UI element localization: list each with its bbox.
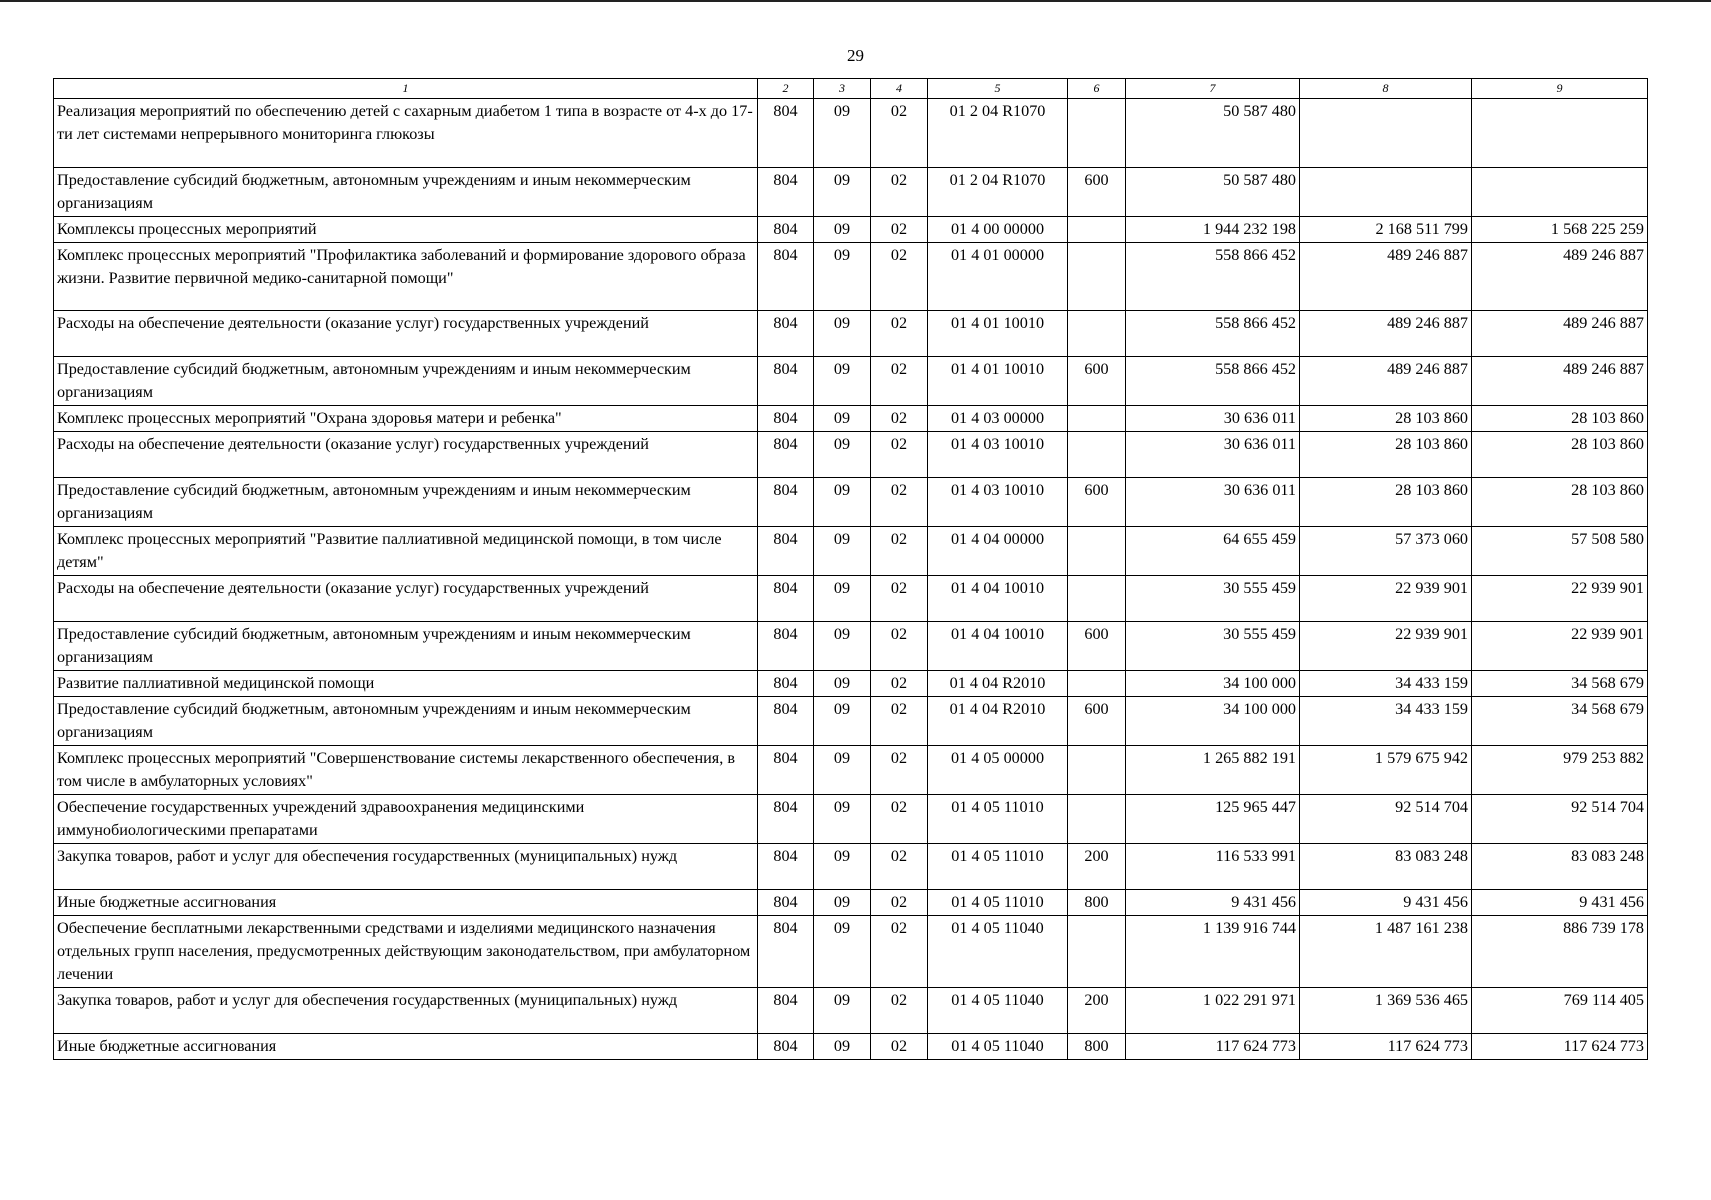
cell-col-3: 09 (814, 406, 871, 432)
cell-col-5: 01 2 04 R1070 (928, 168, 1068, 217)
table-row (54, 357, 1648, 406)
cell-name: Иные бюджетные ассигнования (54, 890, 758, 916)
cell-col-9 (1472, 99, 1648, 168)
cell-name: Предоставление субсидий бюджетным, автономным учреждениям и иным некоммерческим организациям (54, 168, 758, 217)
cell-col-5: 01 4 03 10010 (928, 478, 1068, 527)
cell-col-3: 09 (814, 311, 871, 357)
cell-col-8: 489 246 887 (1300, 357, 1472, 406)
cell-col-4: 02 (871, 243, 928, 311)
cell-col-5: 01 4 00 00000 (928, 217, 1068, 243)
cell-col-4: 02 (871, 844, 928, 890)
cell-col-3: 09 (814, 432, 871, 478)
cell-col-8: 34 433 159 (1300, 671, 1472, 697)
cell-col-7: 116 533 991 (1126, 844, 1300, 890)
cell-col-2: 804 (758, 988, 814, 1034)
cell-col-9: 489 246 887 (1472, 357, 1648, 406)
cell-col-2: 804 (758, 478, 814, 527)
cell-col-8: 2 168 511 799 (1300, 217, 1472, 243)
column-header: 6 (1068, 79, 1126, 99)
cell-col-4: 02 (871, 478, 928, 527)
cell-col-3: 09 (814, 746, 871, 795)
cell-col-6 (1068, 527, 1126, 576)
column-header: 5 (928, 79, 1068, 99)
cell-name: Закупка товаров, работ и услуг для обеспечения государственных (муниципальных) нужд (54, 988, 758, 1034)
cell-col-6: 200 (1068, 988, 1126, 1034)
cell-name: Комплекс процессных мероприятий "Развитие паллиативной медицинской помощи, в том числе детям" (54, 527, 758, 576)
cell-col-8: 9 431 456 (1300, 890, 1472, 916)
cell-col-3: 09 (814, 478, 871, 527)
cell-col-4: 02 (871, 217, 928, 243)
cell-col-2: 804 (758, 432, 814, 478)
cell-col-2: 804 (758, 406, 814, 432)
cell-col-4: 02 (871, 671, 928, 697)
table-row (54, 746, 1648, 795)
cell-col-8: 489 246 887 (1300, 243, 1472, 311)
cell-col-9: 57 508 580 (1472, 527, 1648, 576)
cell-col-5: 01 4 01 10010 (928, 357, 1068, 406)
cell-col-2: 804 (758, 576, 814, 622)
cell-name: Обеспечение государственных учреждений здравоохранения медицинскими иммунобиологическими препаратами (54, 795, 758, 844)
cell-col-7: 30 636 011 (1126, 406, 1300, 432)
cell-name: Обеспечение бесплатными лекарственными средствами и изделиями медицинского назначения отдельных групп населения, предусмотренных действующим законодательством, при амбулаторном лечении (54, 916, 758, 988)
cell-col-5: 01 4 03 00000 (928, 406, 1068, 432)
cell-col-9: 489 246 887 (1472, 243, 1648, 311)
cell-col-2: 804 (758, 217, 814, 243)
column-header: 7 (1126, 79, 1300, 99)
cell-col-5: 01 4 05 11040 (928, 1034, 1068, 1060)
header-row (54, 79, 1648, 99)
table-row (54, 916, 1648, 988)
cell-col-9: 769 114 405 (1472, 988, 1648, 1034)
cell-col-2: 804 (758, 697, 814, 746)
cell-col-8: 1 579 675 942 (1300, 746, 1472, 795)
cell-name: Предоставление субсидий бюджетным, автономным учреждениям и иным некоммерческим организациям (54, 622, 758, 671)
table-row (54, 311, 1648, 357)
cell-col-8: 92 514 704 (1300, 795, 1472, 844)
cell-name: Реализация мероприятий по обеспечению детей с сахарным диабетом 1 типа в возрасте от 4-х до 17-ти лет системами непрерывного мониторинга глюкозы (54, 99, 758, 168)
cell-col-7: 1 265 882 191 (1126, 746, 1300, 795)
cell-col-5: 01 4 04 R2010 (928, 671, 1068, 697)
cell-col-8: 57 373 060 (1300, 527, 1472, 576)
cell-col-7: 117 624 773 (1126, 1034, 1300, 1060)
table-row (54, 527, 1648, 576)
cell-col-5: 01 4 05 11010 (928, 844, 1068, 890)
cell-col-8: 22 939 901 (1300, 622, 1472, 671)
cell-col-2: 804 (758, 671, 814, 697)
cell-col-4: 02 (871, 576, 928, 622)
table-row (54, 478, 1648, 527)
cell-col-8 (1300, 99, 1472, 168)
cell-name: Иные бюджетные ассигнования (54, 1034, 758, 1060)
cell-col-9: 92 514 704 (1472, 795, 1648, 844)
table-row (54, 988, 1648, 1034)
cell-col-6: 600 (1068, 622, 1126, 671)
page-number: 29 (847, 46, 864, 65)
cell-col-6 (1068, 432, 1126, 478)
cell-col-9 (1472, 168, 1648, 217)
cell-col-4: 02 (871, 697, 928, 746)
cell-name: Предоставление субсидий бюджетным, автономным учреждениям и иным некоммерческим организациям (54, 478, 758, 527)
cell-col-6 (1068, 795, 1126, 844)
cell-col-6 (1068, 311, 1126, 357)
table-row (54, 217, 1648, 243)
cell-col-4: 02 (871, 890, 928, 916)
cell-col-2: 804 (758, 890, 814, 916)
cell-col-4: 02 (871, 432, 928, 478)
cell-col-8: 28 103 860 (1300, 406, 1472, 432)
cell-col-6: 600 (1068, 357, 1126, 406)
table-row (54, 844, 1648, 890)
column-header: 2 (758, 79, 814, 99)
cell-col-4: 02 (871, 527, 928, 576)
cell-col-7: 30 555 459 (1126, 622, 1300, 671)
cell-name: Расходы на обеспечение деятельности (оказание услуг) государственных учреждений (54, 432, 758, 478)
cell-col-7: 30 636 011 (1126, 432, 1300, 478)
table-row (54, 243, 1648, 311)
cell-col-2: 804 (758, 99, 814, 168)
table-row (54, 99, 1648, 168)
table-row (54, 576, 1648, 622)
cell-col-2: 804 (758, 916, 814, 988)
cell-col-2: 804 (758, 168, 814, 217)
cell-col-8: 28 103 860 (1300, 432, 1472, 478)
cell-name: Расходы на обеспечение деятельности (оказание услуг) государственных учреждений (54, 311, 758, 357)
cell-col-8 (1300, 168, 1472, 217)
cell-col-5: 01 4 05 11040 (928, 916, 1068, 988)
column-header: 8 (1300, 79, 1472, 99)
cell-col-5: 01 4 04 10010 (928, 622, 1068, 671)
cell-name: Развитие паллиативной медицинской помощи (54, 671, 758, 697)
cell-col-4: 02 (871, 988, 928, 1034)
cell-col-4: 02 (871, 168, 928, 217)
cell-col-6: 800 (1068, 1034, 1126, 1060)
cell-col-7: 558 866 452 (1126, 243, 1300, 311)
cell-col-9: 34 568 679 (1472, 697, 1648, 746)
cell-col-2: 804 (758, 243, 814, 311)
cell-name: Расходы на обеспечение деятельности (оказание услуг) государственных учреждений (54, 576, 758, 622)
cell-col-5: 01 4 01 00000 (928, 243, 1068, 311)
cell-col-3: 09 (814, 671, 871, 697)
cell-col-3: 09 (814, 243, 871, 311)
cell-name: Предоставление субсидий бюджетным, автономным учреждениям и иным некоммерческим организациям (54, 697, 758, 746)
cell-col-6: 600 (1068, 697, 1126, 746)
cell-col-3: 09 (814, 527, 871, 576)
cell-col-8: 34 433 159 (1300, 697, 1472, 746)
cell-col-9: 28 103 860 (1472, 432, 1648, 478)
cell-name: Предоставление субсидий бюджетным, автономным учреждениям и иным некоммерческим организациям (54, 357, 758, 406)
cell-col-5: 01 4 01 10010 (928, 311, 1068, 357)
cell-col-7: 30 636 011 (1126, 478, 1300, 527)
cell-col-4: 02 (871, 795, 928, 844)
cell-col-2: 804 (758, 795, 814, 844)
cell-col-3: 09 (814, 844, 871, 890)
cell-col-8: 22 939 901 (1300, 576, 1472, 622)
column-header: 1 (54, 79, 758, 99)
cell-col-9: 28 103 860 (1472, 406, 1648, 432)
cell-col-9: 1 568 225 259 (1472, 217, 1648, 243)
cell-col-7: 125 965 447 (1126, 795, 1300, 844)
cell-col-3: 09 (814, 99, 871, 168)
cell-col-7: 50 587 480 (1126, 168, 1300, 217)
table-row (54, 1034, 1648, 1060)
cell-col-9: 22 939 901 (1472, 622, 1648, 671)
cell-col-3: 09 (814, 916, 871, 988)
cell-col-3: 09 (814, 795, 871, 844)
cell-col-6 (1068, 671, 1126, 697)
cell-col-6 (1068, 746, 1126, 795)
cell-col-2: 804 (758, 844, 814, 890)
scan-edge (0, 0, 1711, 2)
cell-col-5: 01 2 04 R1070 (928, 99, 1068, 168)
cell-col-3: 09 (814, 1034, 871, 1060)
budget-table (53, 78, 1648, 1060)
cell-col-5: 01 4 03 10010 (928, 432, 1068, 478)
cell-col-7: 9 431 456 (1126, 890, 1300, 916)
cell-col-4: 02 (871, 1034, 928, 1060)
cell-col-2: 804 (758, 357, 814, 406)
cell-col-3: 09 (814, 988, 871, 1034)
cell-col-7: 1 139 916 744 (1126, 916, 1300, 988)
cell-col-3: 09 (814, 168, 871, 217)
cell-col-6: 200 (1068, 844, 1126, 890)
cell-col-9: 489 246 887 (1472, 311, 1648, 357)
cell-col-8: 83 083 248 (1300, 844, 1472, 890)
cell-col-9: 886 739 178 (1472, 916, 1648, 988)
cell-col-2: 804 (758, 1034, 814, 1060)
cell-col-6: 800 (1068, 890, 1126, 916)
cell-col-6 (1068, 99, 1126, 168)
cell-col-8: 1 487 161 238 (1300, 916, 1472, 988)
cell-col-3: 09 (814, 622, 871, 671)
cell-col-4: 02 (871, 406, 928, 432)
cell-col-7: 1 022 291 971 (1126, 988, 1300, 1034)
cell-col-6 (1068, 217, 1126, 243)
cell-col-5: 01 4 05 00000 (928, 746, 1068, 795)
cell-name: Комплекс процессных мероприятий "Профилактика заболеваний и формирование здорового образа жизни. Развитие первичной медико-санитарной помощи" (54, 243, 758, 311)
table-row (54, 406, 1648, 432)
cell-col-9: 9 431 456 (1472, 890, 1648, 916)
cell-col-6 (1068, 243, 1126, 311)
table-row (54, 671, 1648, 697)
cell-col-9: 28 103 860 (1472, 478, 1648, 527)
column-header: 9 (1472, 79, 1648, 99)
cell-col-6 (1068, 406, 1126, 432)
cell-col-2: 804 (758, 622, 814, 671)
cell-col-2: 804 (758, 311, 814, 357)
cell-col-6 (1068, 916, 1126, 988)
cell-col-7: 558 866 452 (1126, 311, 1300, 357)
cell-name: Комплексы процессных мероприятий (54, 217, 758, 243)
column-header: 4 (871, 79, 928, 99)
cell-col-4: 02 (871, 622, 928, 671)
cell-col-7: 30 555 459 (1126, 576, 1300, 622)
cell-col-7: 1 944 232 198 (1126, 217, 1300, 243)
cell-col-5: 01 4 05 11010 (928, 890, 1068, 916)
cell-col-5: 01 4 04 10010 (928, 576, 1068, 622)
cell-col-9: 979 253 882 (1472, 746, 1648, 795)
cell-col-4: 02 (871, 99, 928, 168)
cell-col-2: 804 (758, 527, 814, 576)
cell-col-5: 01 4 05 11010 (928, 795, 1068, 844)
table-row (54, 622, 1648, 671)
cell-col-8: 1 369 536 465 (1300, 988, 1472, 1034)
cell-col-6: 600 (1068, 168, 1126, 217)
cell-col-7: 50 587 480 (1126, 99, 1300, 168)
table-row (54, 697, 1648, 746)
cell-col-7: 34 100 000 (1126, 697, 1300, 746)
cell-col-7: 558 866 452 (1126, 357, 1300, 406)
cell-col-5: 01 4 04 00000 (928, 527, 1068, 576)
cell-col-9: 34 568 679 (1472, 671, 1648, 697)
table-row (54, 168, 1648, 217)
cell-col-5: 01 4 04 R2010 (928, 697, 1068, 746)
table-row (54, 795, 1648, 844)
cell-col-3: 09 (814, 697, 871, 746)
cell-col-4: 02 (871, 311, 928, 357)
cell-name: Комплекс процессных мероприятий "Совершенствование системы лекарственного обеспечения, в том числе в амбулаторных условиях" (54, 746, 758, 795)
cell-col-9: 117 624 773 (1472, 1034, 1648, 1060)
cell-col-6 (1068, 576, 1126, 622)
cell-col-3: 09 (814, 576, 871, 622)
table-row (54, 890, 1648, 916)
cell-col-6: 600 (1068, 478, 1126, 527)
cell-name: Закупка товаров, работ и услуг для обеспечения государственных (муниципальных) нужд (54, 844, 758, 890)
cell-col-3: 09 (814, 890, 871, 916)
cell-col-4: 02 (871, 357, 928, 406)
column-header: 3 (814, 79, 871, 99)
cell-col-5: 01 4 05 11040 (928, 988, 1068, 1034)
cell-col-8: 117 624 773 (1300, 1034, 1472, 1060)
cell-col-4: 02 (871, 916, 928, 988)
cell-col-8: 28 103 860 (1300, 478, 1472, 527)
cell-col-4: 02 (871, 746, 928, 795)
cell-col-2: 804 (758, 746, 814, 795)
table-row (54, 432, 1648, 478)
cell-col-9: 22 939 901 (1472, 576, 1648, 622)
cell-col-7: 34 100 000 (1126, 671, 1300, 697)
cell-col-3: 09 (814, 357, 871, 406)
cell-col-8: 489 246 887 (1300, 311, 1472, 357)
cell-col-3: 09 (814, 217, 871, 243)
cell-col-9: 83 083 248 (1472, 844, 1648, 890)
cell-col-7: 64 655 459 (1126, 527, 1300, 576)
cell-name: Комплекс процессных мероприятий "Охрана здоровья матери и ребенка" (54, 406, 758, 432)
